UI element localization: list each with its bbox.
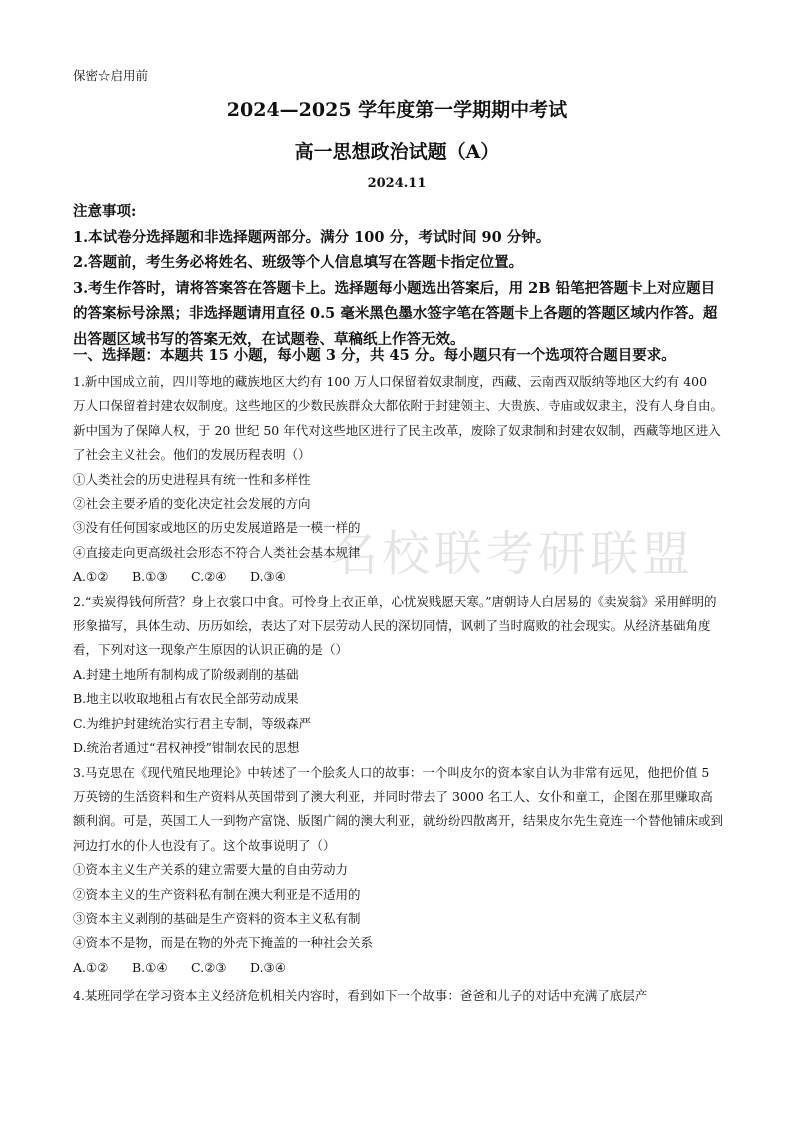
statement: ②资本主义的生产资料私有制在澳大利亚是不适用的 [73,886,361,902]
option-b: B.地主以收取地租占有农民全部劳动成果 [73,691,299,707]
statement: ③资本主义剥削的基础是生产资料的资本主义私有制 [73,910,361,926]
exam-subtitle: 高一思想政治试题（A） [294,141,500,163]
answer-options [73,956,723,980]
exam-title: 2024—2025 学年度第一学期期中考试 [226,99,568,121]
notes-heading: 注意事项: [73,203,137,220]
watermark: 名校联考研联盟 [330,526,695,582]
option-d: D.③④ [250,569,286,585]
statement: ③没有任何国家或地区的历史发展道路是一模一样的 [73,520,361,536]
statement: ②社会主要矛盾的变化决定社会发展的方向 [73,496,311,512]
option-a: A.封建土地所有制构成了阶级剥削的基础 [73,666,299,682]
option-d: D.③④ [250,959,286,975]
option-c: C.②③ [191,959,227,975]
confidential-label: 保密☆启用前 [73,68,149,83]
statement: ④资本不是物，而是在物的外壳下掩盖的一种社会关系 [73,935,374,951]
statement: ④直接走向更高级社会形态不符合人类社会基本规律 [73,544,361,560]
question-stem: 3.马克思在《现代殖民地理论》中转述了一个脍炙人口的故事：一个叫皮尔的资本家自认为非常有远见，他把价值 5 万英镑的生活资料和生产资料从英国带到了澳大利亚，并同时带去了 3000 名工人、女仆和童工，企图在那里赚取高额利润。可是，英国工人一到物产富饶、版图广阔的澳大利亚，就纷纷四散离开，结果皮尔先生竟连一个替他铺床或到河边打水的仆人也没有了。这个故事说明了（） [73,764,724,853]
section-heading: 一、选择题：本题共 15 小题，每小题 3 分，共 45 分。每小题只有一个选项符合题目要求。 [73,347,676,364]
option-c: C.为维护封建统治实行君主专制，等级森严 [73,715,312,731]
question-1 [73,370,723,590]
statement: ①人类社会的历史进程具有统一性和多样性 [73,471,311,487]
statement: ①资本主义生产关系的建立需要大量的自由劳动力 [73,862,349,878]
question-4 [73,984,723,1008]
notes-item: 1.本试卷分选择题和非选择题两部分。满分 100 分，考试时间 90 分钟。 [73,228,551,246]
answer-options [73,565,723,589]
option-a: A.①② [73,959,109,975]
option-b: B.①③ [132,569,168,585]
option-a: A.①② [73,569,109,585]
notes-item: 2.答题前，考生务必将姓名、班级等个人信息填写在答题卡指定位置。 [73,254,524,271]
question-stem: 1.新中国成立前，四川等地的藏族地区大约有 100 万人口保留着奴隶制度，西藏、云南西双版纳等地区大约有 400 万人口保留着封建农奴制度。这些地区的少数民族群众大都依附于封建领主、大贵族、寺庙或奴隶主，没有人身自由。新中国为了保障人权，于 20 世纪 50 年代对这些地区进行了民主改革，废除了奴隶制和封建农奴制，西藏等地区进入了社会主义社会。他们的发展历程表明（） [73,374,724,463]
question-stem: 2.“卖炭得钱何所营？身上衣裳口中食。可怜身上衣正单，心忧炭贱愿天寒。”唐朝诗人白居易的《卖炭翁》采用鲜明的形象描写，具体生动、历历如绘，表达了对下层劳动人民的深切同情，讽刺了当时腐败的社会现实。从经济基础角度看，下列对这一现象产生原因的认识正确的是（） [73,593,717,658]
question-stem: 4.某班同学在学习资本主义经济危机相关内容时，看到如下一个故事：爸爸和儿子的对话中充满了底层产 [73,988,648,1004]
exam-date: 2024.11 [367,176,427,191]
question-3 [73,761,723,981]
notes-section [73,199,723,352]
question-2 [73,590,723,761]
notes-item: 3.考生作答时，请将答案答在答题卡上。选择题每小题选出答案后，用 2B 铅笔把答题卡上对应题目的答案标号涂黑；非选择题请用直径 0.5 毫米黑色墨水签字笔在答题卡上各题的答题区域内作答。超出答题区域书写的答案无效，在试题卷、草稿纸上作答无效。 [73,279,718,348]
option-d: D.统治者通过“君权神授”钳制农民的思想 [73,740,300,756]
option-b: B.①④ [132,959,168,975]
questions [73,370,723,1009]
option-c: C.②④ [191,569,227,585]
